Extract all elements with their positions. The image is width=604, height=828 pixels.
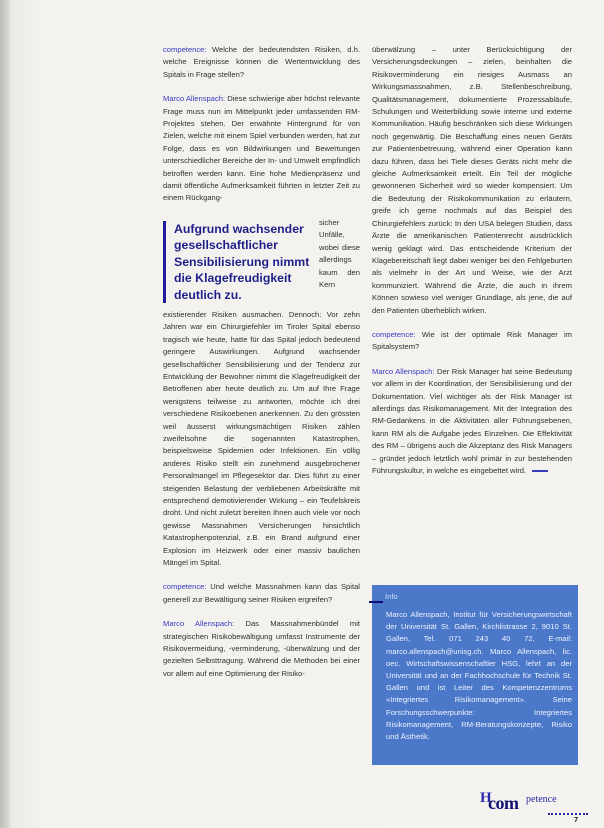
- answer-text: Der Risk Manager hat seine Bedeutung vor allem in der Koordination, der Sensibilisierung und der Dokumentation. Viel wichtiger als der Risk Manager ist allerdings das Risikomanagement. Mit der Integration des RM-Gedankens in die Aktivitäten aller Führungsebenen, kann RM als die Aufgabe jedes Einzelnen. Die Effektivität des RM – übrigens auch die Akzeptanz des Risk Managers – gründet jedoch letztlich wohl primär in zur bestehenden Führungskultur, in welche es eingebettet wird.: [372, 366, 572, 475]
- end-of-article-mark: [532, 470, 548, 472]
- question-text: Welche der bedeutendsten Risiken, d.h. welche Ereignisse können die Wertentwicklung des Spitals in Frage stellen?: [163, 45, 360, 79]
- binding-edge: [0, 0, 10, 828]
- answer-text: sicher Unfälle, wobei diese allerdings kaum den Kern existierender Risiken ausmachen. Dennoch: Vor zehn Jahren war ein Chirurgiefehler im Tiroler Spital ebenso tragisch wie heute, hatte für das Spital jedoch bedeutend geringere Auswirkungen. Aufgrund wachsender gesellschaftlicher Sensibilisierung und der Tendenz zur Entwicklung der Bewohner nimmt die Klagefreudigkeit der Betroffenen aber heute deutlich zu. Um auf Ihre Frage wenigstens teilweise zu antworten, möchte ich drei verschiedene Risikoebenen anerkennen. Zu den grössten weil äusserst wirkungsmächtigen Risiken zählen zweifelsohne die sogenannten Katastrophen, beispielsweise Spidemien oder Infektionen. Ein völlig anderes Risiko stellt ein zunehmend ausgebrochener Personalmangel im Pflegesektor dar. Dies führt zu einer steigenden Belastung der verbliebenen Arbeitskräfte mit entsprechend demotivierender Wirkung – ein Teufelskreis droht. Und nicht zuletzt bereiten Ihnen auch viele vor noch gewisse Massnahmen Versicherungen hinsichtlich Katastrophenpotenzial, z.B. ein Brand aufgrund einer Explosion im Heizwerk oder einer massiv baulichen Mängel im Spital.: [163, 217, 360, 568]
- answer-label: Marco Allenspach:: [372, 366, 435, 376]
- answer-label: Marco Allenspach:: [163, 94, 226, 104]
- question-3: [372, 329, 572, 354]
- question-text: Wie ist der optimale Risk Manager im Spitalsystem?: [372, 329, 572, 352]
- article-column-right: [372, 44, 572, 489]
- logo-corner-letter: H: [480, 790, 492, 806]
- question-1: [163, 44, 360, 81]
- answer-text: überwälzung – unter Berücksichtigung der Versicherungsdeckungen – zielen, beinhalten die Risikoverminderung ein riesiges Ausmass an Wirkungsmassnahmen, z.B. Stellenbeschreibung, Qualitätsmanagement, dokumentierte Prozessabläufe, Schulungen und Weiterbildung sowie interne und externe Kommunikation. Häufig beschränken sich diese Wirkungen noch gegenwärtig. Die Beschaffung eines neuen Geräts zur Patientenbetreuung, während einer Operation kann dazu führen, dass bei Tiefe dieses Geräts nicht mehr die gleiche Aufmerksamkeit erteilt. Ein Teil der mögliche gewonnenen Sicherheit wird so wieder kompensiert. Um die Bedeutung der Risikokommunikation zu erläutern, greife ich gerne nochmals auf das Beispiel des Chirurgiefehlers zurück: In den USA belegen Studien, dass Ärzte die amerikanischen Patientenrecht ausdrücklich wenig geklagt wird. Das entscheidende Kriterium der Klagebereitschaft liegt dabei weniger bei den Fehlgeburten als vielmehr in der Art und Weise, wie der Arzt kommuniziert. Während die Ärzte, die auch in ihrem Können sowieso viel weniger Grundlage, als jene, die auf den Patienten überheblich wirken.: [372, 45, 572, 315]
- question-label: competence:: [163, 582, 207, 592]
- answer-text: Das Massnahmenbündel mit strategischen Risikobewältigung umfasst Instrumente der Risikovermeidung, -verminderung, -überwälzung und der gezielten Selbsttragung. Während die Methoden bei einer vor allem auf eine Optimierung der Risiko-: [163, 619, 360, 678]
- info-box-marker: [369, 601, 383, 603]
- logo-main-text: com: [488, 793, 519, 813]
- info-box-label: Info: [385, 592, 398, 601]
- answer-text: Diese schwierige aber höchst relevante Frage muss nun im Mittelpunkt jeder umfassenden RM-Projektes stehen. Der erwähnte Hintergrund für von Zielen, welche mit einem Spiel verbunden werden, hat zur Folge, dass es von Bildwirkungen und Bewertungen unterschiedlicher Bereiche der In- und Umwelt empfindlich betroffen werden kann. Eine hohe Medienpräsenz und damit öffentliche Aufmerksamkeit führten in letzter Zeit zu einem Rückgang-: [163, 94, 360, 203]
- pullquote: Aufgrund wachsender gesellschaftlicher Sensibilisierung nimmt die Klagefreudigkeit deutlich zu.: [163, 221, 311, 303]
- author-info-box: [372, 585, 578, 765]
- article-column-left: [163, 44, 360, 692]
- logo-dotted-line: [548, 810, 588, 815]
- answer-2: [163, 618, 360, 680]
- question-2: [163, 581, 360, 606]
- answer-2-continued: [372, 44, 572, 317]
- question-label: competence:: [163, 45, 207, 54]
- question-label: competence:: [372, 329, 416, 339]
- answer-3: [372, 366, 572, 478]
- info-box-text: Marco Allenspach, Institut für Versicherungswirtschaft der Universität St. Gallen, Kirchlistrasse 2, 9010 St. Gallen, Tel. 071 243 40 72, E-mail: marco.allenspach@unisg.ch. Marco Allenspach, lic. oec. Wirtschaftswissenschaftler HSG, lehrt an der Universität und an der Fachhochschule für Technik St. Gallen und ist Leiter des Kompetenzzentrums «Integriertes Risikomanagement». Seine Forschungsschwerpunkte: Integriertes Risikomanagement, RM-Beratungskonzepte, Risiko und Ästhetik.: [386, 610, 572, 742]
- answer-label: Marco Allenspach:: [163, 619, 235, 629]
- page-number: 7: [574, 815, 579, 824]
- question-text: Und welche Massnahmen kann das Spital generell zur Bewältigung seiner Risiken ergreifen?: [163, 582, 360, 604]
- logo-tail-text: petence: [526, 794, 557, 805]
- answer-1: [163, 93, 360, 205]
- competence-logo: [478, 790, 590, 816]
